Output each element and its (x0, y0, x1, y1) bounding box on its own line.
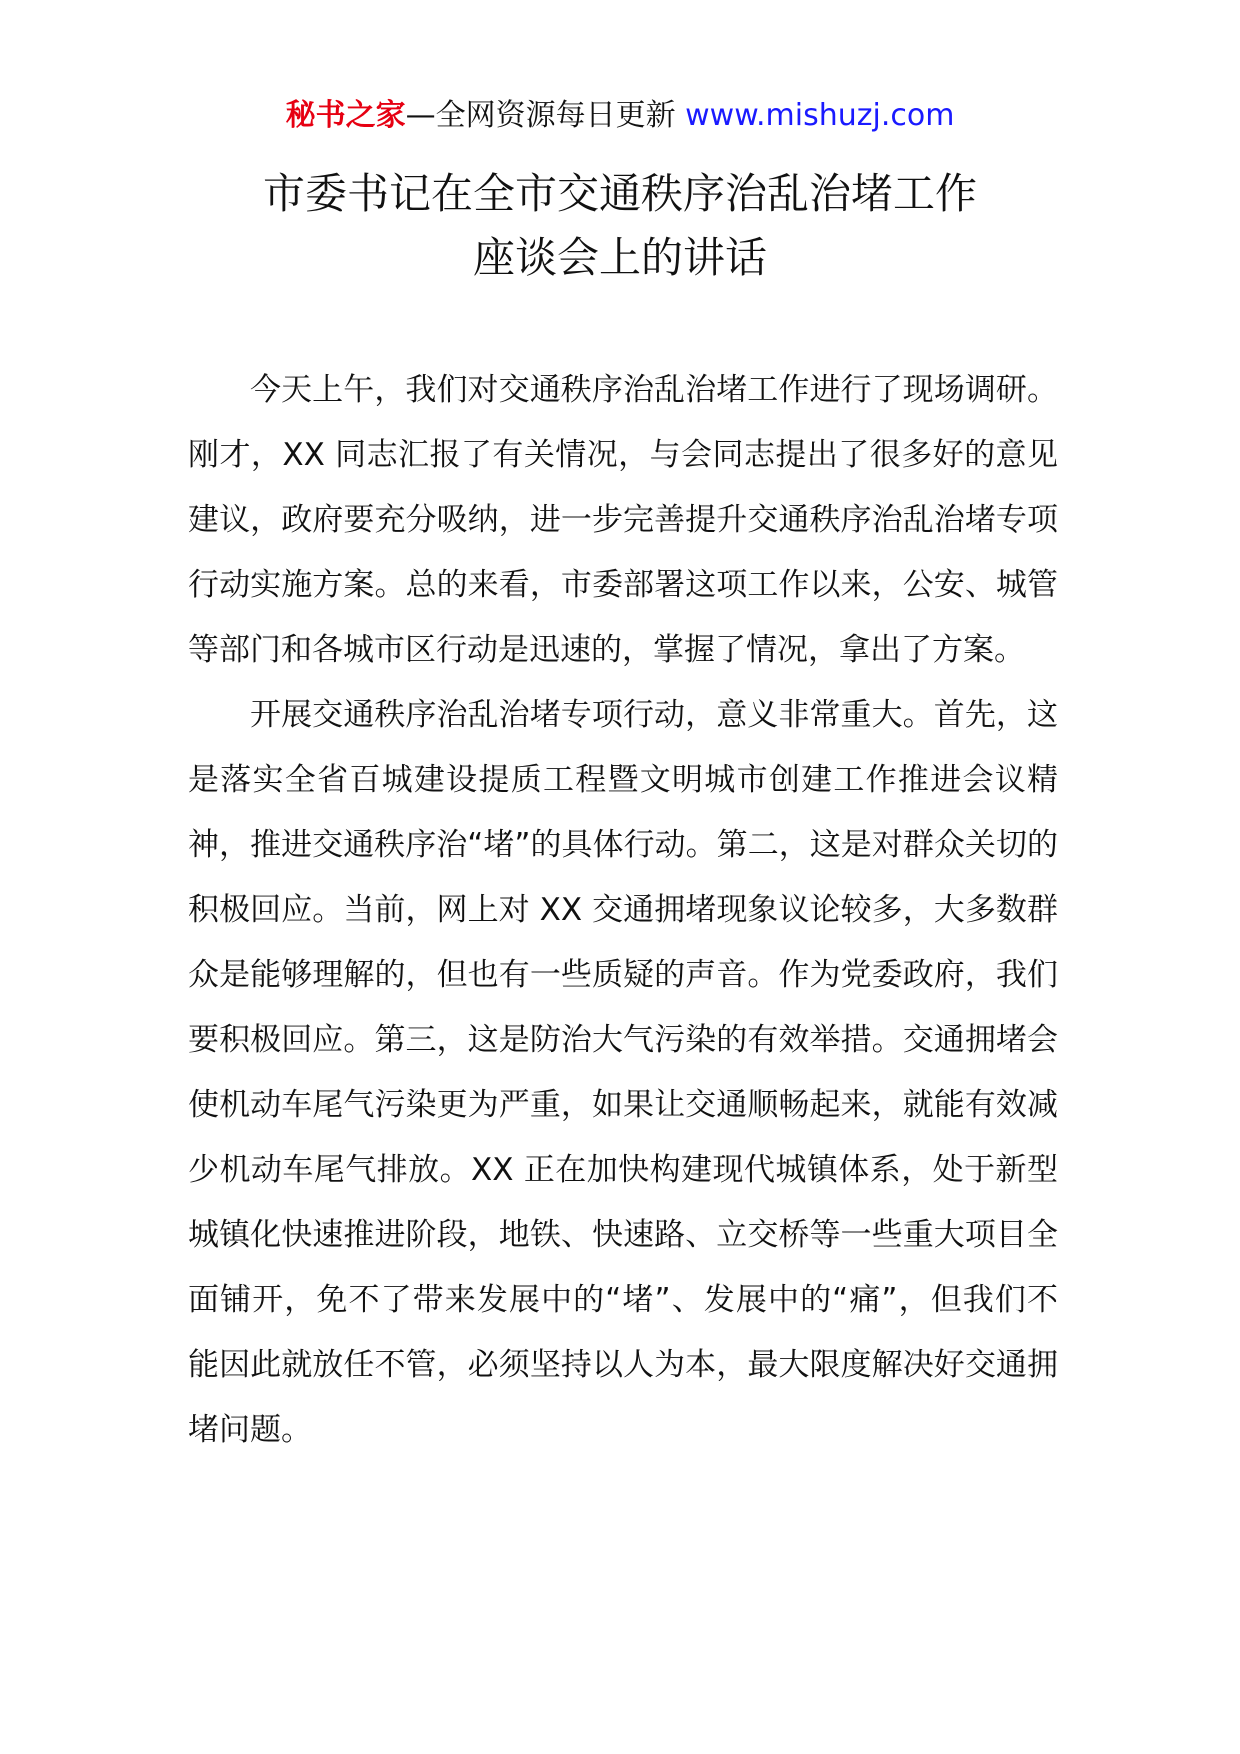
paragraph-2: 开展交通秩序治乱治堵专项行动，意义非常重大。首先，这是落实全省百城建设提质工程暨文明城市创建工作推进会议精神，推进交通秩序治“堵”的具体行动。第二，这是对群众关切的积极回应。当前，网上对 XX 交通拥堵现象议论较多，大多数群众是能够理解的，但也有一些质疑的声音。作为党委政府，我们要积极回应。第三，这是防治大气污染的有效举措。交通拥堵会使机动车尾气污染更为严重，如果让交通顺畅起来，就能有效减少机动车尾气排放。XX 正在加快构建现代城镇体系，处于新型城镇化快速推进阶段，地铁、快速路、立交桥等一些重大项目全面铺开，免不了带来发展中的“堵”、发展中的“痛”，但我们不能因此就放任不管，必须坚持以人为本，最大限度解决好交通拥堵问题。 (188, 697, 1058, 1448)
title-line-1: 市委书记在全市交通秩序治乱治堵工作 (262, 169, 977, 218)
site-header (0, 96, 1240, 136)
brand-name: 秘书之家 (285, 98, 406, 133)
paragraph-1: 今天上午，我们对交通秩序治乱治堵工作进行了现场调研。刚才，XX 同志汇报了有关情况，与会同志提出了很多好的意见建议，政府要充分吸纳，进一步完善提升交通秩序治乱治堵专项行动实施方案。总的来看，市委部署这项工作以来，公安、城管等部门和各城市区行动是迅速的，掌握了情况，拿出了方案。 (188, 372, 1058, 668)
header-tagline: —全网资源每日更新 (405, 98, 686, 133)
document-title (0, 162, 1240, 290)
document-body (188, 358, 1058, 1463)
title-line-2: 座谈会上的讲话 (472, 233, 767, 282)
site-url-link[interactable]: www.mishuzj.com (685, 98, 955, 133)
